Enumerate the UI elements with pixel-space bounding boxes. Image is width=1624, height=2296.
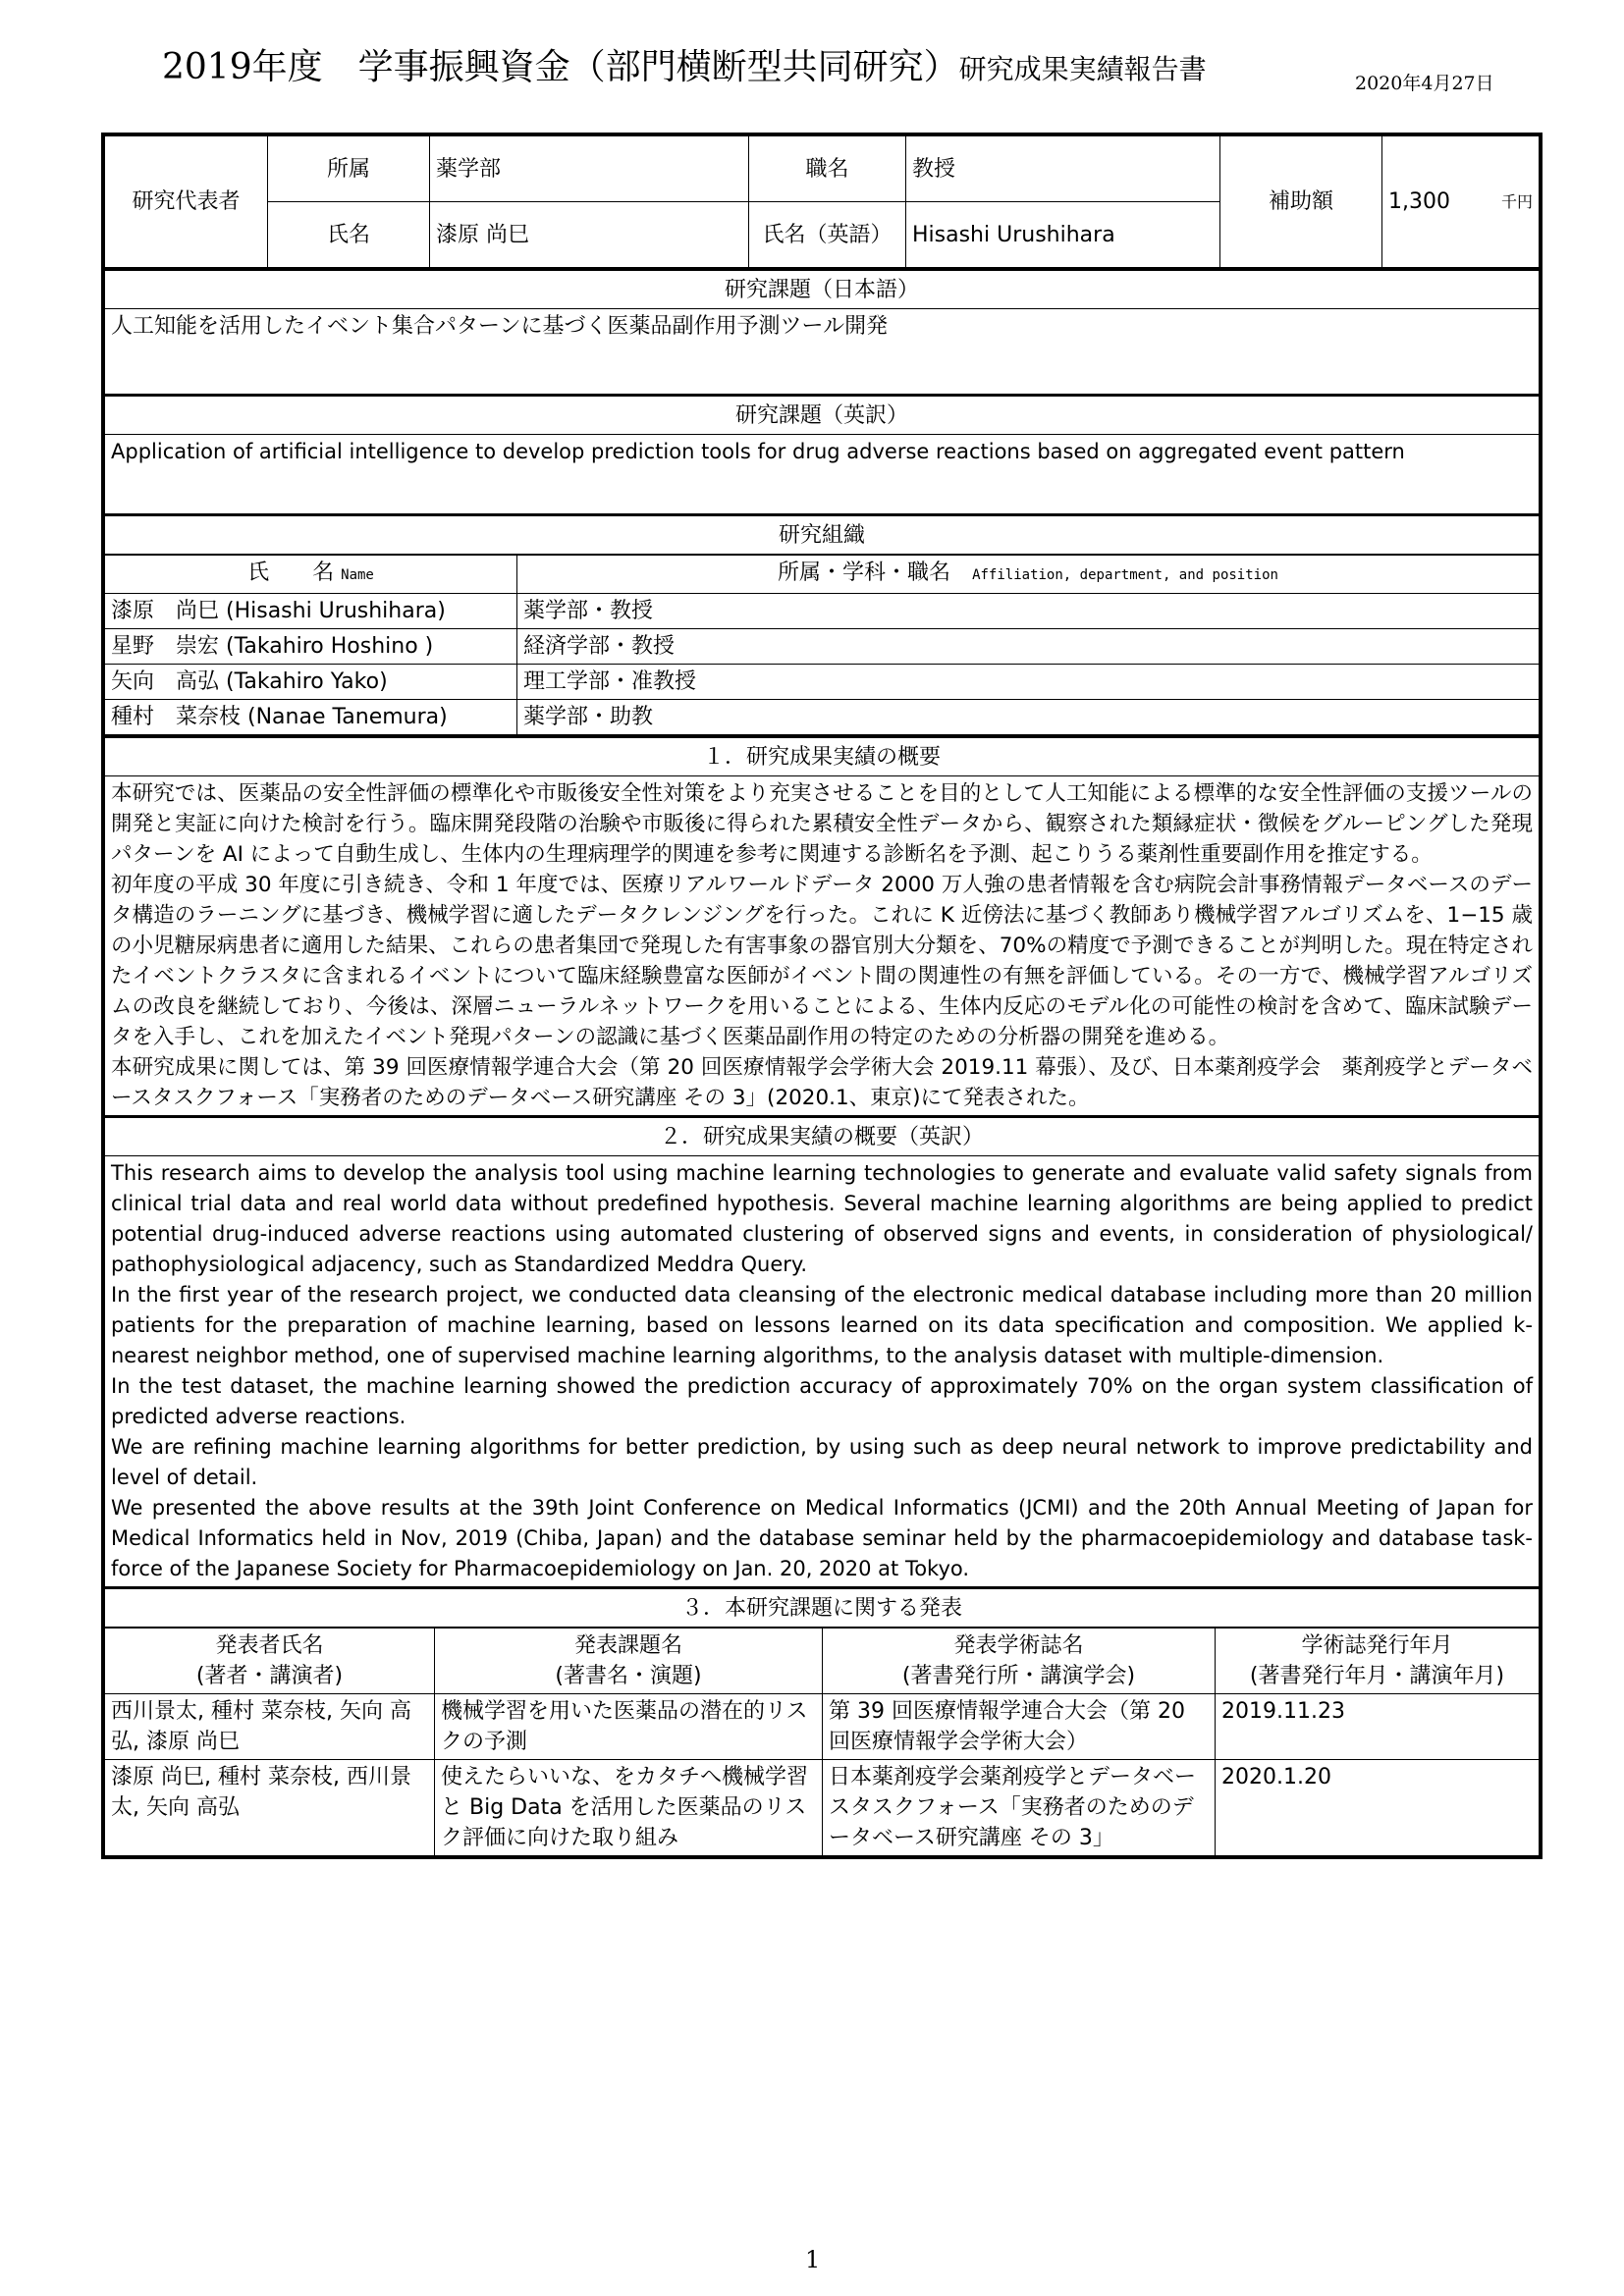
col-subtitle: (著書発行年月・講演年月) [1249, 1664, 1505, 1688]
grant-value [1382, 136, 1540, 268]
col-journal [823, 1629, 1216, 1694]
report-form [101, 133, 1543, 1859]
grant-amount: 1,300 [1388, 189, 1450, 214]
col-title: 学術誌発行年月 [1301, 1633, 1453, 1658]
col-title: 発表学術誌名 [953, 1633, 1084, 1658]
member-affiliation: 薬学部・助教 [517, 700, 1540, 735]
journal-cell: 日本薬剤疫学会薬剤疫学とデータベースタスクフォース「実務者のためのデータベース研究講座 その 3」 [823, 1760, 1216, 1856]
summary-en-paragraph: In the first year of the research project, we conducted data cleansing of the electronic medical database including more than 20 million patients for the preparation of machine learning, based on lessons learned on its data specification and composition. We applied k-nearest neighbor method, one of supervised machine learning algorithms, to the analysis dataset with multiple-dimension. [111, 1283, 1533, 1367]
grant-label: 補助額 [1220, 136, 1382, 268]
representative-label: 研究代表者 [105, 136, 268, 268]
document-title [162, 39, 1207, 89]
topic-cell: 機械学習を用いた医薬品の潜在的リスクの予測 [435, 1694, 823, 1760]
org-col-aff-ja: 所属・学科・職名 [778, 561, 951, 585]
col-presenter [105, 1629, 435, 1694]
member-row [105, 594, 1540, 629]
report-date: 2020年4月27日 [1355, 73, 1494, 94]
summary-ja-paragraph: 本研究成果に関しては、第 39 回医療情報学連合大会（第 20 回医療情報学会学術大会 2019.11 幕張）、及び、日本薬剤疫学会 薬剤疫学とデータベースタスクフォース「実務者のためのデータベース研究講座 その 3」(2020.1、東京)にて発表された。 [111, 1055, 1533, 1110]
date-cell: 2020.1.20 [1216, 1760, 1540, 1856]
col-subtitle: (著書発行所・講演学会) [901, 1664, 1136, 1688]
summary-ja-paragraph: 本研究では、医薬品の安全性評価の標準化や市販後安全性対策をより充実させることを目的として人工知能による標準的な安全性評価の支援ツールの開発と実証に向けた検討を行う。臨床開発段階の治験や市販後に得られた累積安全性データから、観察された類縁症状・徴候をグルーピングした発現パターンを AI によって自動生成し、生体内の生理病理学的関連を参考に関連する診断名を予測、起こりうる薬剤性重要副作用を推定する。 [111, 781, 1533, 867]
topic-ja-text: 人工知能を活用したイベント集合パターンに基づく医薬品副作用予測ツール開発 [105, 309, 1540, 396]
presentation-row [105, 1694, 1540, 1760]
col-title: 発表課題名 [573, 1633, 682, 1658]
summary-en-paragraph: We presented the above results at the 39th Joint Conference on Medical Informatics (JCMI) and the 20th Annual Meeting of Japan for Medical Informatics held in Nov, 2019 (Chiba, Japan) and the database seminar held by the pharmacoepidemiology and database task-force of the Japanese Society for Pharmacoepidemiology on Jan. 20, 2020 at Tokyo. [111, 1496, 1533, 1580]
member-affiliation: 薬学部・教授 [517, 594, 1540, 629]
member-affiliation: 経済学部・教授 [517, 629, 1540, 665]
affiliation-label: 所属 [268, 136, 430, 202]
col-title: 発表者氏名 [215, 1633, 324, 1658]
member-affiliation: 理工学部・准教授 [517, 665, 1540, 700]
organization-header: 研究組織 [105, 515, 1540, 555]
presentations-header: ３．本研究課題に関する発表 [105, 1588, 1540, 1628]
organization-table [104, 555, 1540, 735]
col-topic [435, 1629, 823, 1694]
summary-ja-paragraph: 初年度の平成 30 年度に引き続き、令和 1 年度では、医療リアルワールドデータ 2000 万人強の患者情報を含む病院会計事務情報データベースのデータ構造のラーニングに基づき、機械学習に適したデータクレンジングを行った。これに K 近傍法に基づく教師あり機械学習アルゴリズムを、1−15 歳の小児糖尿病患者に適用した結果、これらの患者集団で発現した有害事象の器官別大分類を、70%の精度で予測できることが判明した。現在特定されたイベントクラスタに含まれるイベントについて臨床経験豊富な医師がイベント間の関連性の有無を評価している。その一方で、機械学習アルゴリズムの改良を継続しており、今後は、深層ニューラルネットワークを用いることによる、生体内反応のモデル化の可能性の検討を含めて、臨床試験データを入手し、これを加えたイベント発現パターンの認識に基づく医薬品副作用の特定のための分析器の開発を進める。 [111, 873, 1533, 1049]
name-en-value: Hisashi Urushihara [906, 202, 1220, 268]
page-number: 1 [805, 2246, 821, 2273]
presentation-row [105, 1760, 1540, 1856]
summary-ja-body [105, 776, 1540, 1117]
summary-en-body [105, 1156, 1540, 1588]
member-row [105, 629, 1540, 665]
position-label: 職名 [749, 136, 906, 202]
presenter-cell: 西川景太, 種村 菜奈枝, 矢向 高弘, 漆原 尚巳 [105, 1694, 435, 1760]
org-col-name [105, 556, 517, 594]
date-cell: 2019.11.23 [1216, 1694, 1540, 1760]
summary-en-paragraph: This research aims to develop the analysis tool using machine learning technologies to generate and evaluate valid safety signals from clinical trial data and real world data without predefined hypothesis. Several machine learning algorithms are being applied to predict potential drug-induced adverse reactions using automated clustering of observed signs and events, in consideration of physiological/ pathophysiological adjacency, such as Standardized Meddra Query. [111, 1161, 1533, 1276]
member-name: 星野 崇宏 (Takahiro Hoshino ) [105, 629, 517, 665]
summary-ja-header: １．研究成果実績の概要 [105, 737, 1540, 776]
summary-en-paragraph: We are refining machine learning algorithms for better prediction, by using such as deep neural network to improve predictability and level of detail. [111, 1435, 1533, 1489]
member-name: 矢向 高弘 (Takahiro Yako) [105, 665, 517, 700]
member-name: 種村 菜奈枝 (Nanae Tanemura) [105, 700, 517, 735]
topic-en-text: Application of artificial intelligence to develop prediction tools for drug adverse reactions based on aggregated event pattern [105, 435, 1540, 515]
col-subtitle: (著者・講演者) [195, 1664, 344, 1688]
affiliation-value: 薬学部 [430, 136, 749, 202]
col-subtitle: (著書名・演題) [555, 1664, 702, 1688]
topic-ja-table [104, 268, 1540, 555]
col-date [1216, 1629, 1540, 1694]
position-value: 教授 [906, 136, 1220, 202]
grant-unit: 千円 [1500, 192, 1533, 211]
summary-ja-table [104, 735, 1540, 1628]
member-row [105, 665, 1540, 700]
presenter-cell: 漆原 尚巳, 種村 菜奈枝, 西川景太, 矢向 高弘 [105, 1760, 435, 1856]
name-label: 氏名 [268, 202, 430, 268]
name-value: 漆原 尚巳 [430, 202, 749, 268]
summary-en-paragraph: In the test dataset, the machine learning showed the prediction accuracy of approximately 70% on the organ system classification of predicted adverse reactions. [111, 1374, 1533, 1428]
topic-ja-header: 研究課題（日本語） [105, 270, 1540, 309]
journal-cell: 第 39 回医療情報学連合大会（第 20 回医療情報学会学術大会） [823, 1694, 1216, 1760]
topic-cell: 使えたらいいな、をカタチへ機械学習と Big Data を活用した医薬品のリスク評価に向けた取り組み [435, 1760, 823, 1856]
title-sub: 研究成果実績報告書 [958, 53, 1207, 85]
name-en-label: 氏名（英語） [749, 202, 906, 268]
presentations-table [104, 1628, 1540, 1856]
topic-en-header: 研究課題（英訳） [105, 396, 1540, 435]
org-col-aff [517, 556, 1540, 594]
org-col-name-en: Name [341, 567, 374, 583]
summary-en-header: ２．研究成果実績の概要（英訳） [105, 1117, 1540, 1156]
org-col-name-ja: 氏 名 [247, 561, 335, 585]
member-row [105, 700, 1540, 735]
representative-table [104, 135, 1540, 268]
org-col-aff-en: Affiliation, department, and position [972, 567, 1278, 583]
member-name: 漆原 尚巳 (Hisashi Urushihara) [105, 594, 517, 629]
title-main: 2019年度 学事振興資金（部門横断型共同研究） [162, 47, 959, 87]
